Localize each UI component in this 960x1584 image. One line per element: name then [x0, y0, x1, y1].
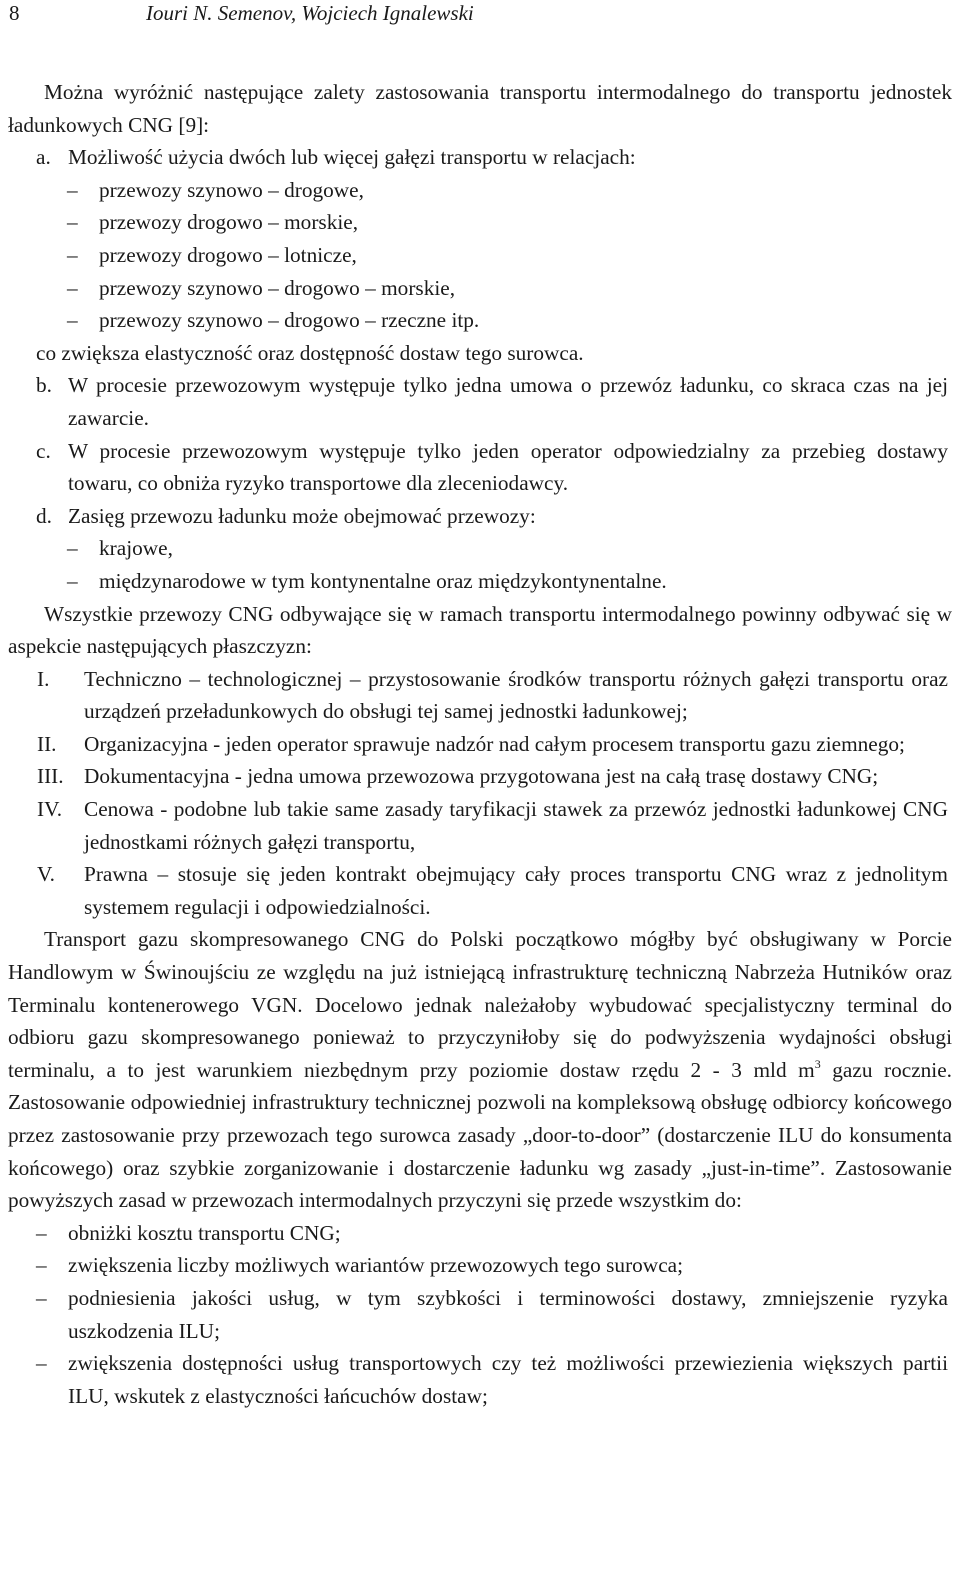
- transport-paragraph: [0, 923, 960, 1216]
- benefit-text: zwiększenia dostępności usług transportowych czy też możliwości przewiezienia większych partii ILU, wskutek z elastyczności łańcuchów dostaw;: [68, 1351, 948, 1408]
- roman-marker: III.: [37, 764, 64, 789]
- roman-list-item: [0, 663, 960, 728]
- dash-marker: –: [36, 1253, 47, 1278]
- dash-item-text: przewozy szynowo – drogowo – morskie,: [99, 275, 456, 300]
- dash-marker: –: [67, 308, 78, 333]
- dash-marker: –: [67, 242, 78, 267]
- roman-list-item: [0, 728, 960, 761]
- benefit-text: podniesienia jakości usług, w tym szybkości i terminowości dostawy, zmniejszenie ryzyka uszkodzenia ILU;: [68, 1285, 948, 1343]
- dash-item: [0, 565, 960, 598]
- list-item-text: W procesie przewozowym występuje tylko jeden operator odpowiedzialny za przebieg dostawy towaru, co obniża ryzyko transportowe dla zleceniodawcy.: [68, 438, 948, 496]
- roman-marker: II.: [37, 731, 57, 756]
- roman-item-text: Organizacyjna - jeden operator sprawuje nadzór nad całym procesem transportu gazu ziemnego;: [84, 731, 905, 756]
- dash-item-text: przewozy szynowo – drogowe,: [99, 177, 364, 202]
- dash-item: [0, 304, 960, 337]
- roman-marker: V.: [37, 862, 55, 887]
- dash-item: [0, 532, 960, 565]
- dash-marker: –: [67, 177, 78, 202]
- dash-marker: –: [67, 536, 78, 561]
- list-item-a: [0, 141, 960, 174]
- roman-item-text: Cenowa - podobne lub takie same zasady taryfikacji stawek za przewóz jednostki ładunkowej CNG jednostkami różnych gałęzi transportu,: [84, 797, 948, 854]
- roman-list-item: [0, 793, 960, 858]
- dash-item: [0, 206, 960, 239]
- dash-item: [0, 272, 960, 305]
- list-marker: a.: [36, 145, 51, 170]
- roman-item-text: Prawna – stosuje się jeden kontrakt obejmujący cały proces transportu CNG wraz z jednolitym systemem regulacji i odpowiedzialności.: [84, 862, 948, 919]
- roman-item-text: Techniczno – technologicznej – przystosowanie środków transportu różnych gałęzi transportu oraz urządzeń przeładunkowych do obsługi tej samej jednostki ładunkowej;: [84, 666, 948, 724]
- dash-marker: –: [67, 275, 78, 300]
- transport-text-part-1: Transport gazu skompresowanego CNG do Polski początkowo mógłby być obsługiwany w Porcie Handlowym w Świnoujściu ze względu na już istniejącą infrastrukturę techniczną Nabrzeża Hutników oraz Terminalu kontenerowego VGN. Docelowo jednak należałoby wybudować specjalistyczny terminal do odbioru gazu skompresowanego ponieważ to przyczyniłoby się do podwyższenia wydajności obsługi terminalu, a to jest warunkiem niezbędnym przy poziomie dostaw rzędu 2 - 3 mld m: [8, 927, 952, 1082]
- benefit-text: zwiększenia liczby możliwych wariantów przewozowych tego surowca;: [68, 1253, 684, 1278]
- roman-list-item: [0, 760, 960, 793]
- dash-marker: –: [36, 1220, 47, 1245]
- dash-item: [0, 174, 960, 207]
- planes-intro-paragraph: Wszystkie przewozy CNG odbywające się w ramach transportu intermodalnego powinny odbywać się w aspekcie następujących płaszczyzn:: [8, 601, 952, 659]
- benefit-item: [0, 1282, 960, 1347]
- transport-text-part-2: gazu rocznie. Zastosowanie odpowiedniej infrastruktury technicznej pozwoli na kompleksową obsługę odbiorcy końcowego przez zastosowanie przy przewozach tego surowca zasady „door-to-door” (dostarczenie ILU do konsumenta końcowego) oraz szybkie zorganizowanie i dostarczenie ładunku wg zasady „just-in-time”. Zastosowanie powyższych zasad w przewozach intermodalnych przyczyni się przede wszystkim do:: [8, 1057, 952, 1213]
- benefit-item: [0, 1347, 960, 1412]
- roman-list-item: [0, 858, 960, 923]
- roman-item-text: Dokumentacyjna - jedna umowa przewozowa przygotowana jest na całą trasę dostawy CNG;: [84, 764, 879, 789]
- item-a-conclusion: co zwiększa elastyczność oraz dostępność dostaw tego surowca.: [36, 340, 584, 365]
- dash-marker: –: [67, 568, 78, 593]
- benefit-item: [0, 1249, 960, 1282]
- list-item-text: W procesie przewozowym występuje tylko jedna umowa o przewóz ładunku, co skraca czas na jej zawarcie.: [68, 373, 948, 430]
- benefit-item: [0, 1217, 960, 1250]
- list-item-text: Zasięg przewozu ładunku może obejmować przewozy:: [68, 503, 536, 528]
- benefit-text: obniżki kosztu transportu CNG;: [68, 1220, 341, 1245]
- page-body: [0, 76, 960, 1412]
- intro-paragraph: Można wyróżnić następujące zalety zastosowania transportu intermodalnego do transportu jednostek ładunkowych CNG [9]:: [8, 80, 952, 137]
- dash-item-text: przewozy drogowo – lotnicze,: [99, 242, 357, 267]
- list-item-text: Możliwość użycia dwóch lub więcej gałęzi transportu w relacjach:: [68, 145, 636, 170]
- list-marker: c.: [36, 438, 51, 463]
- dash-marker: –: [36, 1285, 47, 1310]
- running-header: [0, 0, 960, 40]
- running-head-authors: Iouri N. Semenov, Wojciech Ignalewski: [146, 1, 474, 25]
- list-marker: b.: [36, 373, 52, 398]
- roman-marker: IV.: [37, 797, 63, 822]
- dash-marker: –: [36, 1351, 47, 1376]
- dash-item-text: przewozy drogowo – morskie,: [99, 210, 359, 235]
- list-marker: d.: [36, 503, 52, 528]
- dash-item: [0, 239, 960, 272]
- list-item-c: [0, 435, 960, 500]
- dash-marker: –: [67, 210, 78, 235]
- dash-item-text: krajowe,: [99, 536, 173, 561]
- dash-item-text: międzynarodowe w tym kontynentalne oraz międzykontynentalne.: [99, 568, 667, 593]
- superscript: 3: [814, 1056, 821, 1071]
- list-item-b: [0, 369, 960, 434]
- list-item-d: [0, 500, 960, 533]
- page-number: 8: [9, 1, 20, 25]
- dash-item-text: przewozy szynowo – drogowo – rzeczne itp.: [99, 308, 480, 333]
- roman-marker: I.: [37, 666, 50, 691]
